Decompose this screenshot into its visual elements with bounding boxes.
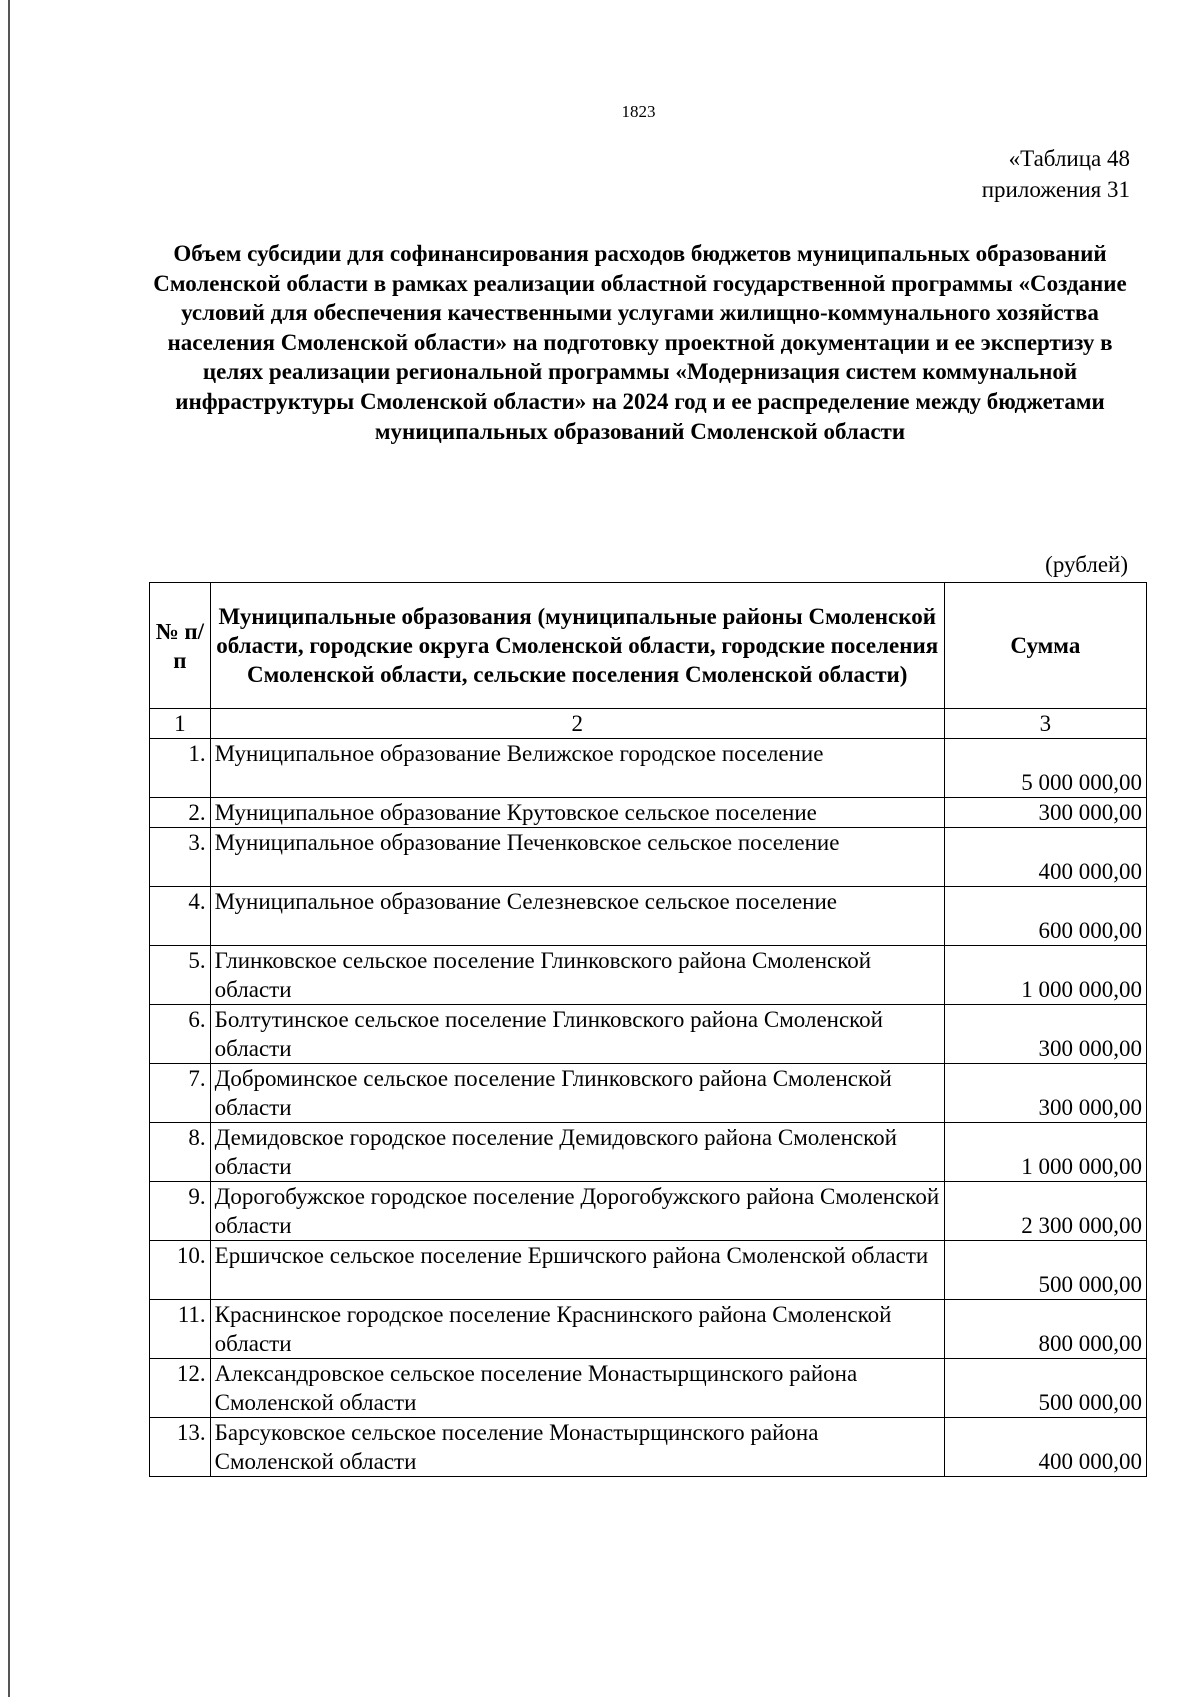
row-sum: 600 000,00 [944,887,1146,946]
row-municipality: Дорогобужское городское поселение Дорогобужского района Смоленской области [210,1182,944,1241]
row-sum: 1 000 000,00 [944,946,1146,1005]
units-label: (рублей) [1045,552,1128,577]
row-sum: 1 000 000,00 [944,1123,1146,1182]
row-number: 7. [150,1064,211,1123]
row-municipality: Доброминское сельское поселение Глинковского района Смоленской области [210,1064,944,1123]
row-number: 9. [150,1182,211,1241]
page-number: 1823 [621,102,656,121]
row-municipality: Болтутинское сельское поселение Глинковского района Смоленской области [210,1005,944,1064]
row-number: 13. [150,1418,211,1477]
header-number: № п/п [150,583,211,709]
table-row [150,1300,1147,1359]
row-municipality: Глинковское сельское поселение Глинковского района Смоленской области [210,946,944,1005]
row-municipality: Александровское сельское поселение Монастырщинского района Смоленской области [210,1359,944,1418]
row-sum: 400 000,00 [944,1418,1146,1477]
row-municipality: Демидовское городское поселение Демидовского района Смоленской области [210,1123,944,1182]
row-sum: 5 000 000,00 [944,739,1146,798]
row-municipality: Ершичское сельское поселение Ершичского района Смоленской области [210,1241,944,1300]
table-row [150,828,1147,887]
table-row [150,1241,1147,1300]
row-municipality: Муниципальное образование Велижское городское поселение [210,739,944,798]
column-number: 2 [210,709,944,739]
subsidy-table [149,582,1147,1477]
row-number: 3. [150,828,211,887]
row-sum: 300 000,00 [944,1064,1146,1123]
row-number: 10. [150,1241,211,1300]
column-number: 3 [944,709,1146,739]
table-row [150,1182,1147,1241]
column-numbering-row [150,709,1147,739]
table-reference [982,143,1130,205]
row-municipality: Краснинское городское поселение Краснинского района Смоленской области [210,1300,944,1359]
table-reference-line-2: приложения 31 [981,177,1130,202]
row-sum: 2 300 000,00 [944,1182,1146,1241]
row-sum: 500 000,00 [944,1359,1146,1418]
row-sum: 300 000,00 [944,798,1146,828]
table-row [150,1123,1147,1182]
column-number: 1 [150,709,211,739]
table-row [150,1064,1147,1123]
table-row [150,739,1147,798]
table-reference-line-1: «Таблица 48 [1008,146,1130,171]
row-number: 6. [150,1005,211,1064]
row-number: 12. [150,1359,211,1418]
row-number: 8. [150,1123,211,1182]
table-row [150,1359,1147,1418]
table-row [150,798,1147,828]
table-row [150,887,1147,946]
row-number: 2. [150,798,211,828]
row-number: 1. [150,739,211,798]
row-number: 11. [150,1300,211,1359]
row-number: 5. [150,946,211,1005]
row-municipality: Муниципальное образование Крутовское сельское поселение [210,798,944,828]
document-title: Объем субсидии для софинансирования расходов бюджетов муниципальных образований Смоленской области в рамках реализации областной государственной программы «Создание условий для обеспечения качественными услугами жилищно-коммунального хозяйства населения Смоленской области» на подготовку проектной документации и ее экспертизу в целях реализации региональной программы «Модернизация систем коммунальной инфраструктуры Смоленской области» на 2024 год и ее распределение между бюджетами муниципальных образований Смоленской области [153,241,1127,444]
row-number: 4. [150,887,211,946]
table-row [150,946,1147,1005]
table-header-row [150,583,1147,709]
row-sum: 400 000,00 [944,828,1146,887]
row-sum: 800 000,00 [944,1300,1146,1359]
table-row [150,1418,1147,1477]
row-municipality: Муниципальное образование Селезневское сельское поселение [210,887,944,946]
row-municipality: Барсуковское сельское поселение Монастырщинского района Смоленской области [210,1418,944,1477]
row-sum: 500 000,00 [944,1241,1146,1300]
page-margin-line [8,0,10,1697]
row-municipality: Муниципальное образование Печенковское сельское поселение [210,828,944,887]
table-row [150,1005,1147,1064]
header-municipality: Муниципальные образования (муниципальные районы Смоленской области, городские округа Смоленской области, городские поселения Смоленской области, сельские поселения Смоленской области) [210,583,944,709]
row-sum: 300 000,00 [944,1005,1146,1064]
header-sum: Сумма [944,583,1146,709]
